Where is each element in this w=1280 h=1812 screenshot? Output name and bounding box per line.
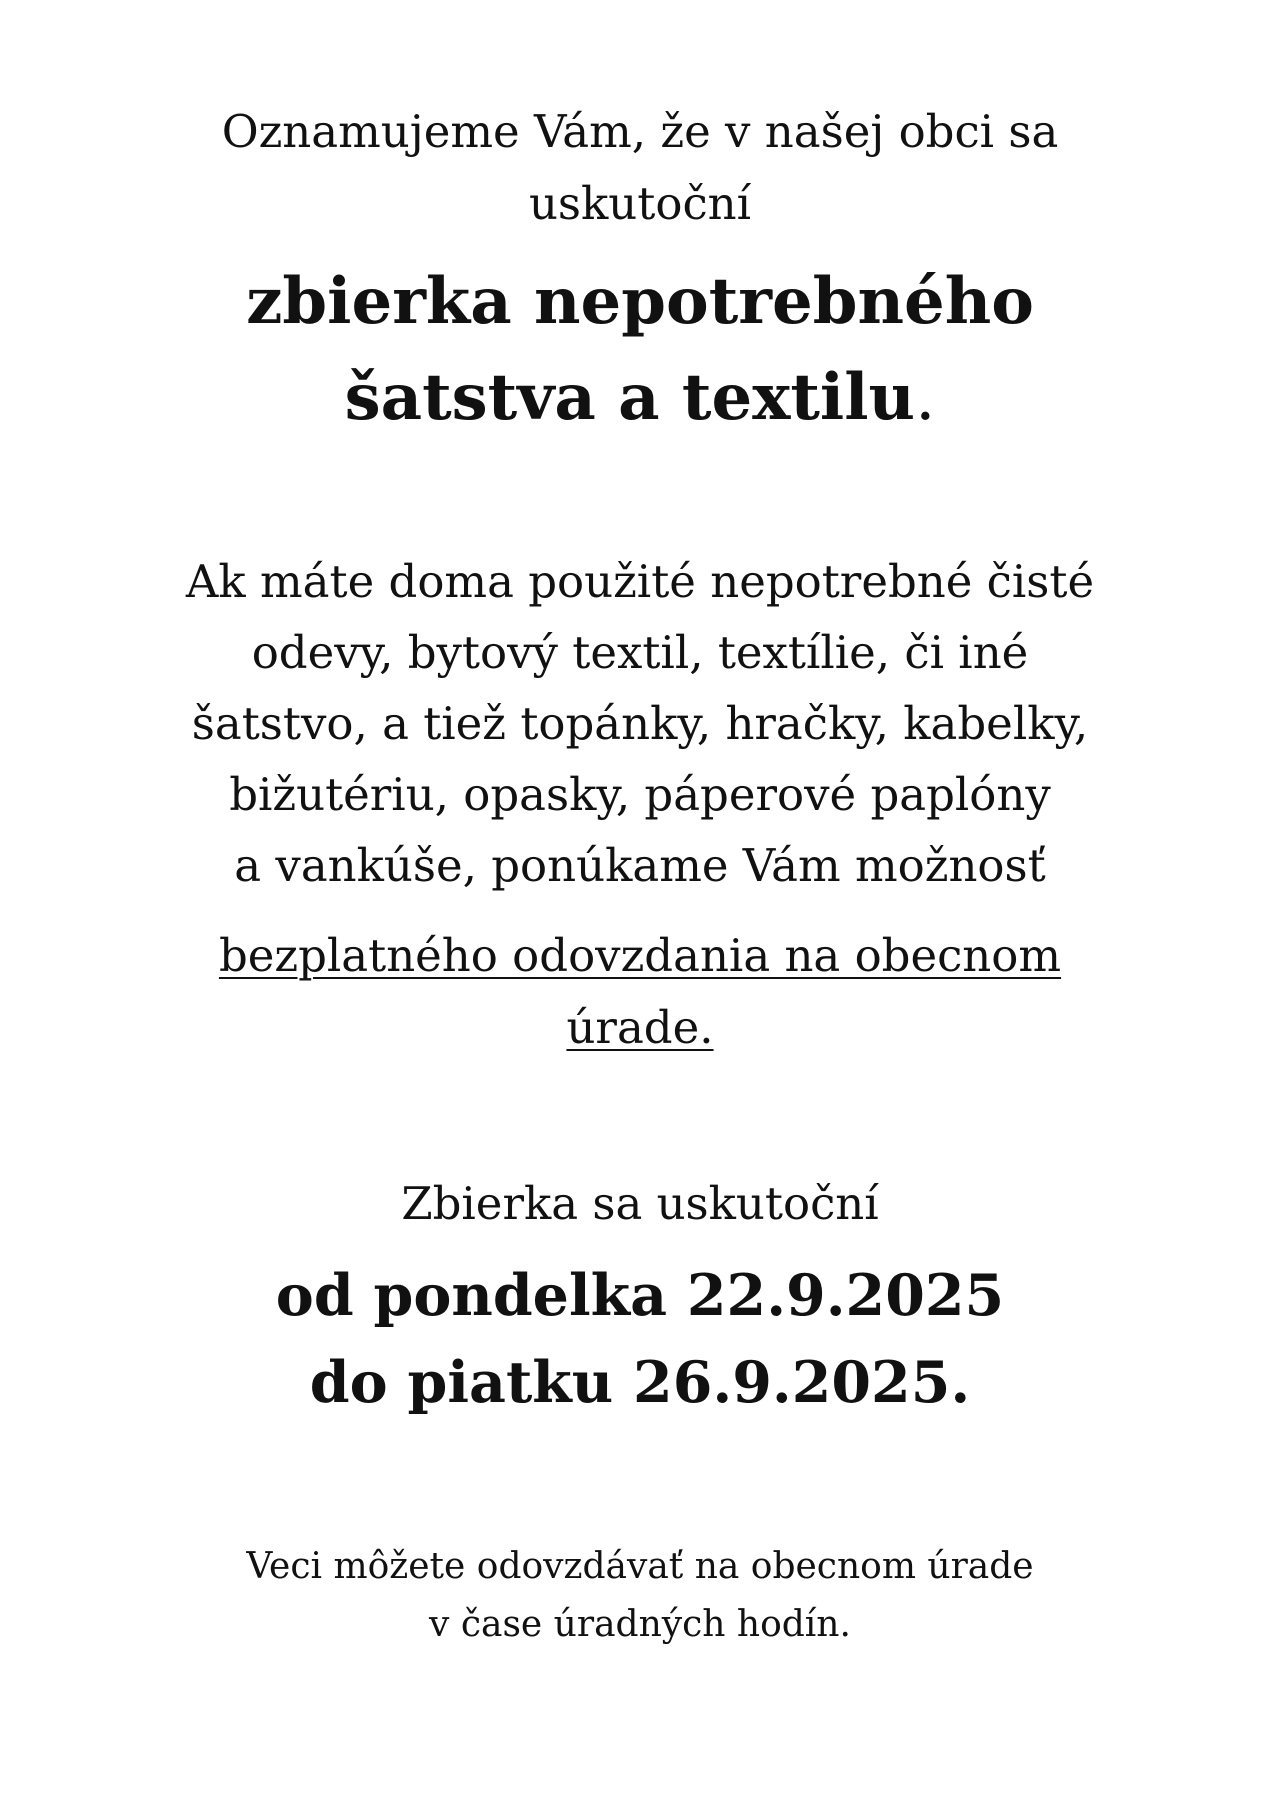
footer-note: [0, 1538, 1280, 1654]
headline-period: .: [915, 361, 936, 435]
footer-line: Veci môžete odovzdávať na obecnom úrade: [246, 1546, 1034, 1587]
dates-intro: Zbierka sa uskutoční: [401, 1177, 879, 1230]
body-line: a vankúše, ponúkame Vám možnosť: [234, 839, 1046, 892]
free-dropoff-text: [0, 920, 1280, 1064]
underlined-line: [0, 920, 1280, 992]
headline-line: [0, 350, 1280, 446]
footer-line: v čase úradných hodín.: [429, 1604, 851, 1645]
intro-text: [0, 96, 1280, 240]
date-line: od pondelka 22.9.2025: [275, 1262, 1005, 1329]
intro-line: Oznamujeme Vám, že v našej obci sa: [221, 105, 1059, 158]
underlined-line-text: úrade.: [566, 1001, 714, 1054]
body-line: odevy, bytový textil, textílie, či iné: [251, 626, 1029, 679]
underlined-line: [0, 992, 1280, 1064]
headline-line-text: šatstva a textilu: [344, 360, 916, 435]
collection-dates: [0, 1252, 1280, 1426]
body-line: Ak máte doma použité nepotrebné čisté: [185, 555, 1095, 608]
body-line: šatstvo, a tiež topánky, hračky, kabelky,: [191, 697, 1089, 750]
headline-line: zbierka nepotrebného: [246, 264, 1034, 339]
date-line: do piatku 26.9.2025.: [309, 1349, 971, 1416]
underlined-line-text: bezplatného odovzdania na obecnom: [218, 929, 1062, 982]
body-line: bižutériu, opasky, páperové paplóny: [229, 768, 1051, 821]
body-paragraph: [0, 546, 1280, 901]
headline: [0, 254, 1280, 446]
intro-line: uskutoční: [528, 177, 752, 230]
